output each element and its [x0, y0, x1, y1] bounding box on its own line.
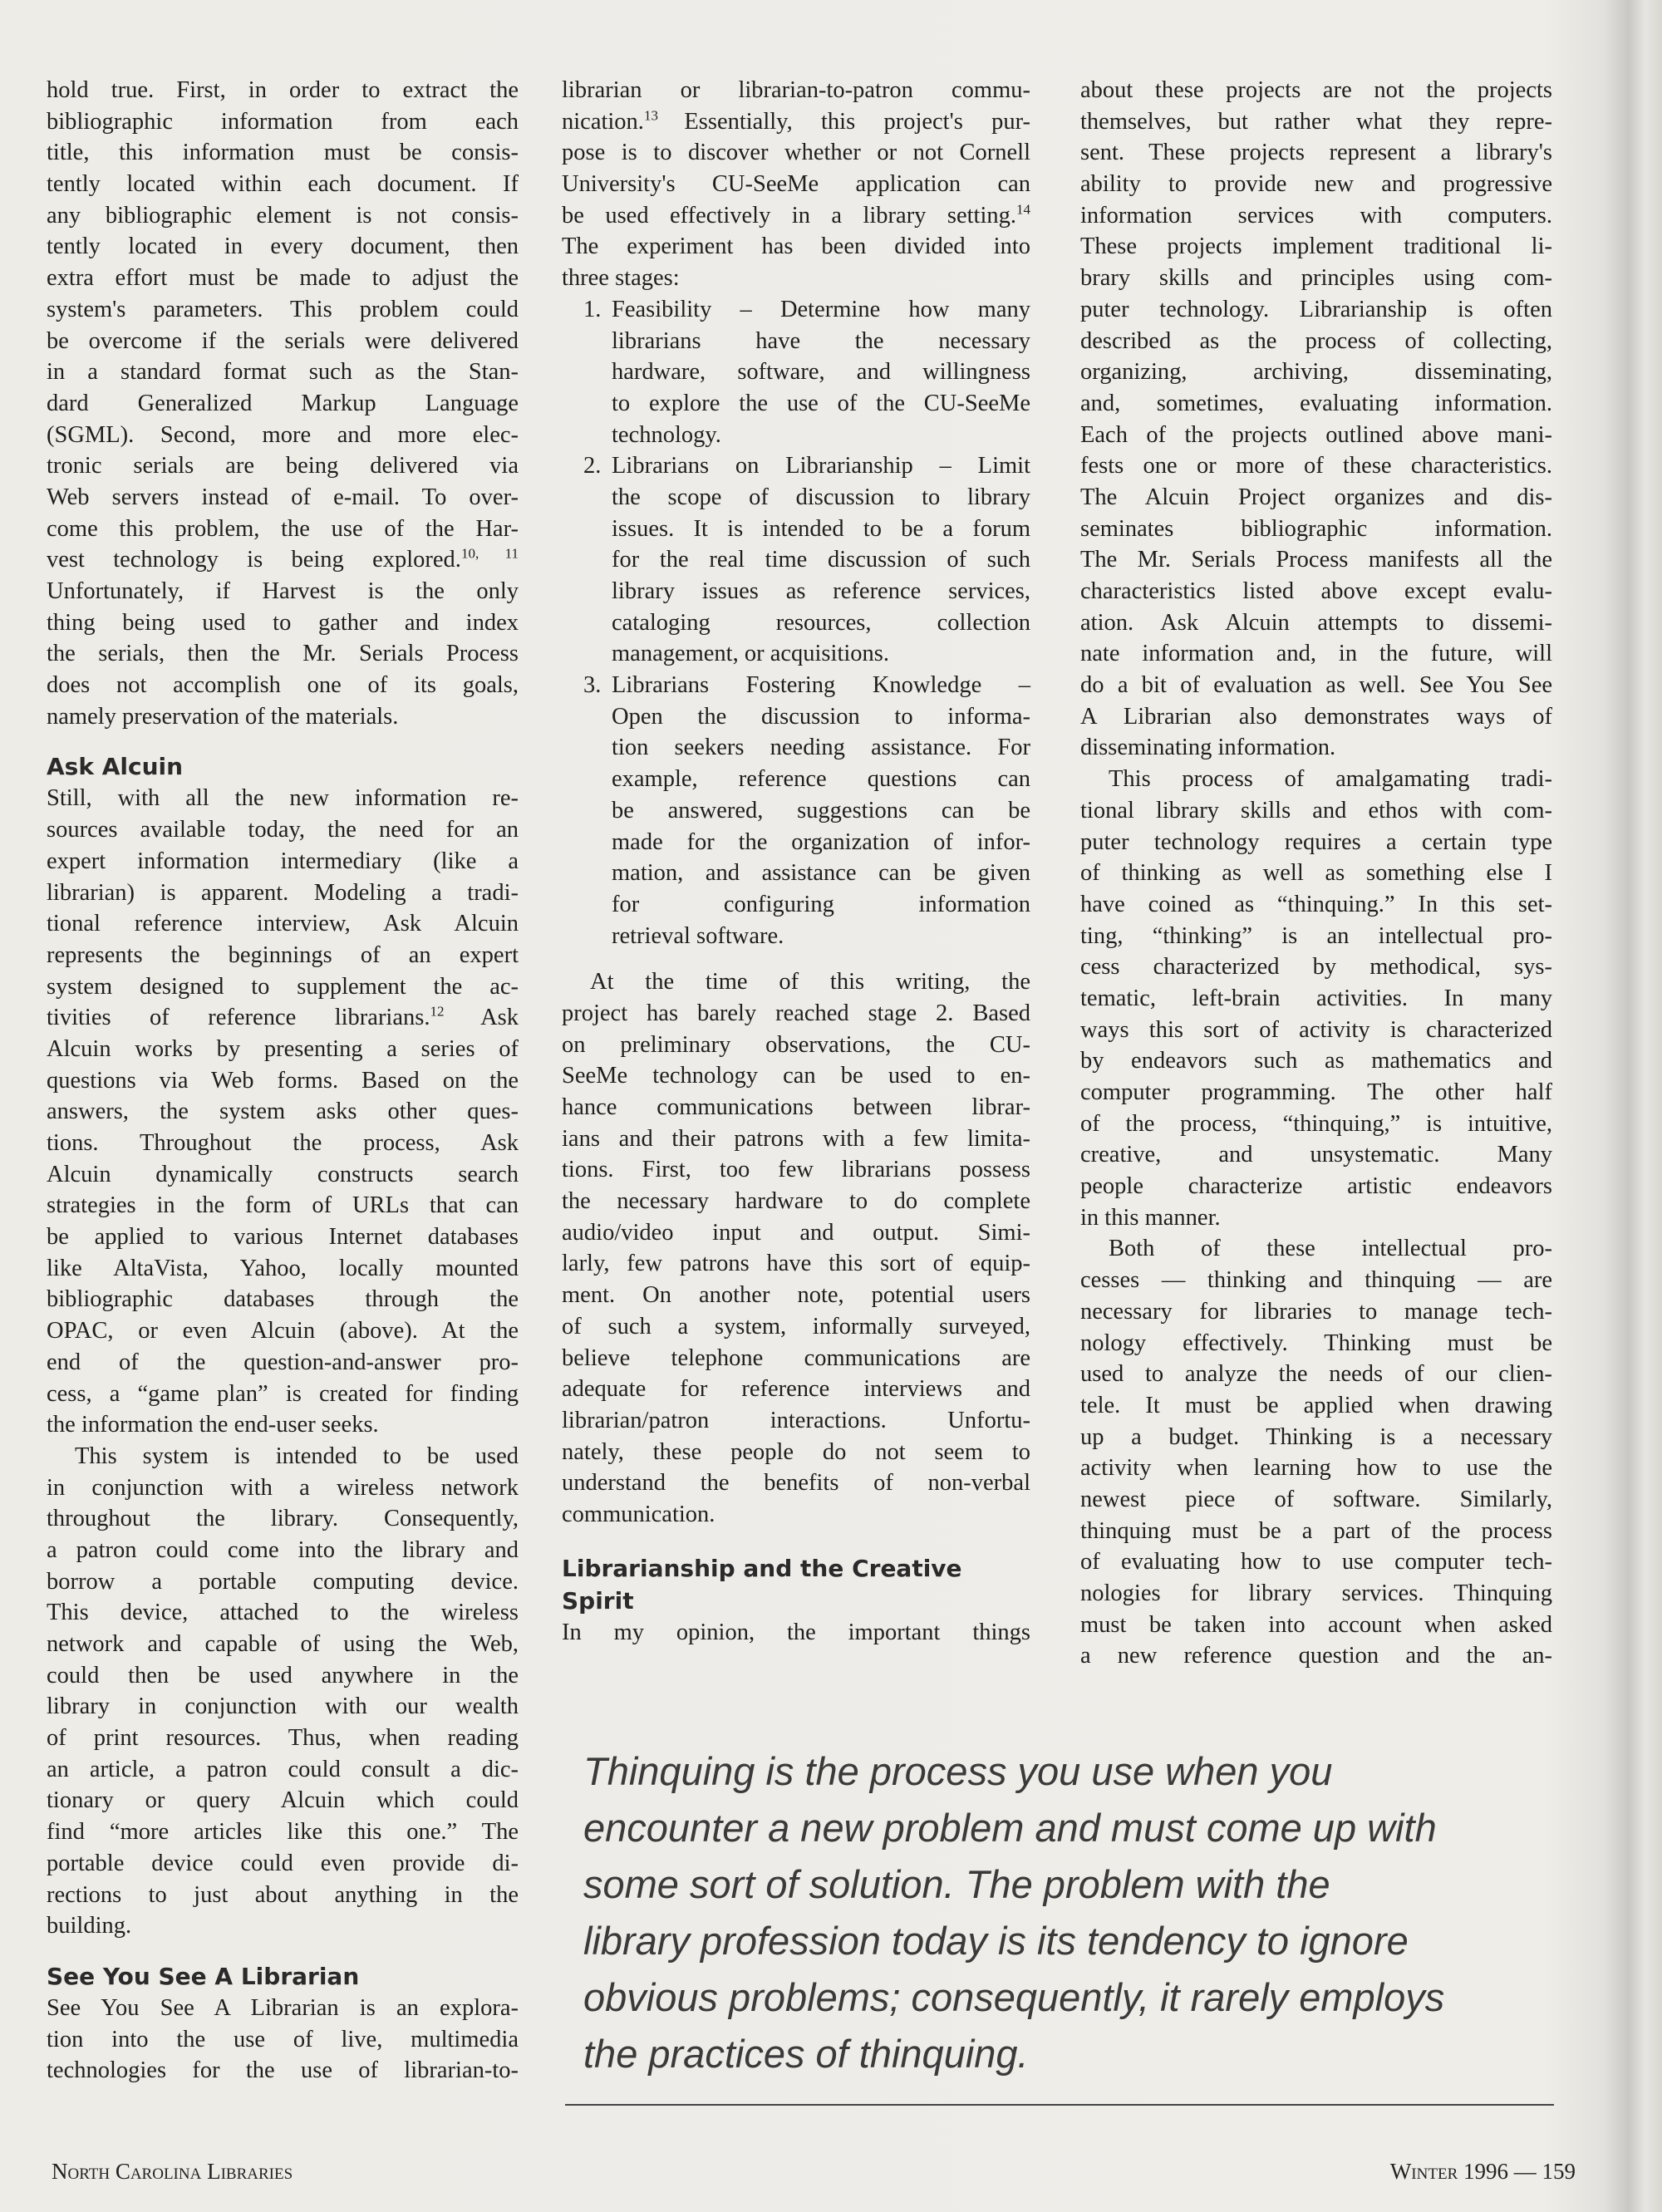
text-line: nication.$^{13}$ Essentially, this project's pur- [562, 107, 1031, 135]
text-line: brary skills and principles using com- [1080, 265, 1552, 292]
text-line: three stages: [562, 265, 680, 292]
text-line: an article, a patron could consult a dic- [47, 1756, 519, 1782]
text-line: hold true. First, in order to extract the [47, 77, 519, 103]
text-line: seminates bibliographic information. [1080, 515, 1552, 542]
text-line: in a standard format such as the Stan- [47, 359, 519, 386]
text-line: throughout the library. Consequently, [47, 1506, 519, 1532]
text-line: tronic serials are being delivered via [47, 453, 519, 479]
pull-quote-line: obvious problems; consequently, it rarely employs [583, 1975, 1445, 2019]
text-line: hance communications between librar- [562, 1094, 1030, 1120]
text-line: ians and their patrons with a few limita- [562, 1125, 1030, 1152]
text-line: ation. Ask Alcuin attempts to dissemi- [1080, 609, 1552, 636]
text-line: librarian or librarian-to-patron commu- [562, 77, 1030, 103]
text-line: people characterize artistic endeavors [1080, 1173, 1552, 1200]
text-line: librarian) is apparent. Modeling a tradi- [47, 879, 519, 906]
text-line: up a budget. Thinking is a necessary [1080, 1423, 1552, 1450]
text-line: tions. Throughout the process, Ask [47, 1130, 519, 1156]
text-line: Still, with all the new information re- [47, 785, 519, 812]
pull-quote-rule [565, 2104, 1554, 2106]
heading-line: See You See A Librarian [47, 1962, 360, 1990]
text-line: sent. These projects represent a library's [1080, 140, 1552, 166]
text-line: tently located within each document. If [47, 171, 519, 198]
text-line: the information the end-user seeks. [47, 1412, 379, 1438]
text-line: The Alcuin Project organizes and dis- [1080, 484, 1552, 510]
text-line: In my opinion, the important things [562, 1619, 1030, 1645]
text-line: of such a system, informally surveyed, [562, 1313, 1030, 1339]
text-line: newest piece of software. Similarly, [1080, 1486, 1552, 1512]
text-line: believe telephone communications are [562, 1344, 1030, 1371]
text-line: be answered, suggestions can be [612, 797, 1030, 823]
text-line: Open the discussion to informa- [612, 703, 1030, 730]
text-line: be overcome if the serials were delivered [47, 327, 519, 354]
text-line: This system is intended to be used [75, 1443, 519, 1469]
text-line: librarian/patron interactions. Unfortu- [562, 1407, 1030, 1433]
text-line: represents the beginnings of an expert [47, 941, 519, 968]
text-line: cess characterized by methodical, sys- [1080, 954, 1552, 981]
text-line: Unfortunately, if Harvest is the only [47, 578, 519, 604]
text-line: could then be used anywhere in the [47, 1662, 519, 1688]
text-line: on preliminary observations, the CU- [562, 1031, 1030, 1058]
text-line: of thinking as well as something else I [1080, 860, 1552, 887]
text-line: This process of amalgamating tradi- [1109, 766, 1552, 793]
text-line: activity when learning how to use the [1080, 1455, 1552, 1482]
footnote-ref: 14 [1016, 201, 1030, 218]
text-line: borrow a portable computing device. [47, 1568, 519, 1595]
text-line: does not accomplish one of its goals, [47, 672, 519, 699]
text-line: be applied to various Internet databases [47, 1224, 519, 1251]
paragraph [47, 783, 519, 1440]
paragraph [562, 1617, 1030, 1649]
text-line: library in conjunction with our wealth [47, 1693, 519, 1720]
text-line: library issues as reference services, [612, 578, 1030, 604]
text-line: characteristics listed above except evalu- [1080, 578, 1552, 604]
text-line: for the real time discussion of such [612, 547, 1030, 573]
text-line: themselves, but rather what they repre- [1080, 108, 1552, 135]
text-line: of the process, “thinquing,” is intuitive, [1080, 1110, 1552, 1137]
text-line: hardware, software, and willingness [612, 359, 1030, 386]
heading-line: Ask Alcuin [47, 753, 184, 781]
text-line: disseminating information. [1080, 735, 1336, 761]
text-line: of evaluating how to use computer tech- [1080, 1549, 1552, 1575]
text-line: about these projects are not the projects [1080, 77, 1552, 103]
text-line: cess, a “game plan” is created for finding [47, 1380, 519, 1407]
text-line: adequate for reference interviews and [562, 1376, 1030, 1403]
text-line: This device, attached to the wireless [47, 1600, 519, 1626]
pull-quote-line: some sort of solution. The problem with the [583, 1862, 1330, 1906]
text-line: A Librarian also demonstrates ways of [1080, 703, 1552, 730]
list-number: 2. [583, 453, 602, 479]
text-line: title, this information must be consis- [47, 140, 519, 166]
paragraph [1080, 1233, 1552, 1672]
text-line: librarians have the necessary [612, 327, 1030, 354]
text-line: tently located in every document, then [47, 233, 519, 260]
text-line: SeeMe technology can be used to en- [562, 1063, 1030, 1089]
text-line: by endeavors such as mathematics and [1080, 1048, 1552, 1074]
text-line: in this manner. [1080, 1204, 1221, 1231]
text-line: portable device could even provide di- [47, 1850, 519, 1876]
text-line: Librarians on Librarianship – Limit [612, 453, 1030, 479]
text-line: Web servers instead of e-mail. To over- [47, 484, 519, 510]
list-number: 1. [583, 296, 602, 322]
text-line: tion seekers needing assistance. For [612, 735, 1030, 761]
text-line: tematic, left-brain activities. In many [1080, 985, 1552, 1011]
text-line: nately, these people do not seem to [562, 1438, 1030, 1465]
paragraph [47, 1993, 519, 2087]
text-line: thinquing must be a part of the process [1080, 1517, 1552, 1544]
text-line: project has barely reached stage 2. Based [562, 1000, 1030, 1026]
text-line: for configuring information [612, 891, 1030, 917]
footer-issue-page: Winter 1996 — 159 [1389, 2159, 1576, 2184]
text-line: tional library skills and ethos with com- [1080, 797, 1552, 823]
section-heading [47, 1960, 519, 1993]
paragraph [1080, 764, 1552, 1233]
text-line: ting, “thinking” is an intellectual pro- [1080, 922, 1552, 949]
text-line: nate information and, in the future, will [1080, 641, 1552, 667]
text-line: any bibliographic element is not consis- [47, 202, 519, 229]
pull-quote-line: library profession today is its tendency to ignore [583, 1919, 1409, 1963]
text-line: questions via Web forms. Based on the [47, 1067, 519, 1094]
text-line: and, sometimes, evaluating information. [1080, 390, 1552, 416]
paragraph [47, 1441, 519, 1942]
text-line: used to analyze the needs of our clien- [1080, 1361, 1552, 1388]
text-line: rections to just about anything in the [47, 1881, 519, 1908]
section-heading [562, 1552, 1030, 1617]
text-line: Each of the projects outlined above mani- [1080, 421, 1552, 448]
text-line: bibliographic databases through the [47, 1286, 519, 1313]
footer-journal-name: North Carolina Libraries [52, 2159, 293, 2184]
pull-quote-line: the practices of thinquing. [583, 2032, 1029, 2076]
text-line: These projects implement traditional li- [1080, 233, 1552, 260]
paragraph [562, 75, 1030, 294]
text-line: expert information intermediary (like a [47, 848, 519, 874]
text-line: tivities of reference librarians.$^{12}$ Ask [47, 1003, 519, 1031]
pull-quote [583, 1743, 1564, 2082]
text-line: audio/video input and output. Simi- [562, 1219, 1030, 1246]
paragraph [1080, 75, 1552, 764]
text-line: system's parameters. This problem could [47, 296, 519, 322]
text-line: nologies for library services. Thinquing [1080, 1580, 1552, 1606]
text-line: The Mr. Serials Process manifests all the [1080, 547, 1552, 573]
list-item [562, 670, 1030, 951]
text-line: network and capable of using the Web, [47, 1631, 519, 1657]
text-line: mation, and assistance can be given [612, 860, 1030, 887]
text-line: be used effectively in a library setting.$^{14}$ [562, 201, 1030, 229]
text-line: computer programming. The other half [1080, 1079, 1552, 1105]
text-line: a patron could come into the library and [47, 1536, 519, 1563]
pull-quote-line: Thinquing is the process you use when you [583, 1749, 1333, 1793]
text-line: of print resources. Thus, when reading [47, 1725, 519, 1752]
text-line: retrieval software. [612, 922, 784, 949]
text-column-2 [562, 75, 1030, 1648]
list-item [562, 294, 1030, 450]
list-number: 3. [583, 672, 602, 699]
text-line: puter technology requires a certain type [1080, 828, 1552, 855]
text-line: end of the question-and-answer pro- [47, 1349, 519, 1375]
text-line: vest technology is being explored.$^{10, 11}$ [47, 545, 519, 573]
text-line: ways this sort of activity is characterized [1080, 1016, 1552, 1043]
text-line: ment. On another note, potential users [562, 1282, 1030, 1309]
text-line: pose is to discover whether or not Cornell [562, 140, 1030, 166]
text-line: Both of these intellectual pro- [1109, 1236, 1552, 1262]
text-column-1 [47, 75, 519, 2087]
text-line: information services with computers. [1080, 202, 1552, 229]
text-line: the scope of discussion to library [612, 484, 1030, 510]
text-line: technology. [612, 421, 721, 448]
text-line: Alcuin dynamically constructs search [47, 1161, 519, 1187]
text-line: cataloging resources, collection [612, 609, 1030, 636]
text-line: sources available today, the need for an [47, 817, 519, 843]
text-line: necessary for libraries to manage tech- [1080, 1298, 1552, 1325]
text-line: University's CU-SeeMe application can [562, 171, 1030, 198]
text-line: See You See A Librarian is an explora- [47, 1994, 519, 2021]
numbered-list [562, 294, 1030, 951]
text-line: building. [47, 1913, 132, 1939]
list-item [562, 450, 1030, 670]
text-line: tele. It must be applied when drawing [1080, 1392, 1552, 1418]
footnote-ref: 12 [430, 1003, 481, 1020]
text-line: find “more articles like this one.” The [47, 1819, 519, 1846]
text-line: made for the organization of infor- [612, 828, 1030, 855]
pull-quote-line: encounter a new problem and must come up with [583, 1806, 1437, 1850]
text-line: (SGML). Second, more and more elec- [47, 421, 519, 448]
text-line: must be taken into account when asked [1080, 1611, 1552, 1638]
paragraph [47, 75, 519, 732]
text-line: puter technology. Librarianship is often [1080, 296, 1552, 322]
text-line: do a bit of evaluation as well. See You See [1080, 672, 1552, 699]
text-line: management, or acquisitions. [612, 641, 889, 667]
text-line: tionary or query Alcuin which could [47, 1787, 519, 1814]
text-line: strategies in the form of URLs that can [47, 1192, 519, 1219]
text-line: understand the benefits of non-verbal [562, 1470, 1030, 1497]
text-line: like AltaVista, Yahoo, locally mounted [47, 1255, 519, 1281]
text-line: tion into the use of live, multimedia [47, 2026, 519, 2052]
footnote-ref: 10, 11 [460, 545, 519, 562]
footnote-ref: 13 [643, 107, 685, 124]
text-line: answers, the system asks other ques- [47, 1099, 519, 1125]
text-line: namely preservation of the materials. [47, 703, 399, 730]
text-line: the necessary hardware to do complete [562, 1188, 1030, 1215]
text-line: creative, and unsystematic. Many [1080, 1142, 1552, 1168]
text-line: dard Generalized Markup Language [47, 390, 519, 416]
text-line: issues. It is intended to be a forum [612, 515, 1030, 542]
text-line: described as the process of collecting, [1080, 327, 1552, 354]
text-line: larly, few patrons have this sort of equip- [562, 1251, 1030, 1277]
text-line: system designed to supplement the ac- [47, 973, 519, 1000]
text-line: Librarians Fostering Knowledge – [612, 672, 1030, 699]
section-heading [47, 750, 519, 783]
text-line: in conjunction with a wireless network [47, 1474, 519, 1501]
text-line: have coined as “thinquing.” In this set- [1080, 891, 1552, 917]
text-line: extra effort must be made to adjust the [47, 265, 519, 292]
text-line: cesses — thinking and thinquing — are [1080, 1267, 1552, 1294]
paragraph [562, 966, 1030, 1530]
text-line: The experiment has been divided into [562, 233, 1030, 260]
text-column-3 [1080, 75, 1552, 1672]
text-line: technologies for the use of librarian-to- [47, 2057, 519, 2084]
text-line: bibliographic information from each [47, 108, 519, 135]
heading-line: Spirit [562, 1586, 634, 1615]
text-line: example, reference questions can [612, 766, 1030, 793]
text-line: come this problem, the use of the Har- [47, 515, 519, 542]
text-line: to explore the use of the CU-SeeMe [612, 390, 1030, 416]
text-line: tional reference interview, Ask Alcuin [47, 911, 519, 937]
text-line: the serials, then the Mr. Serials Process [47, 641, 519, 667]
text-line: communication. [562, 1501, 715, 1527]
text-line: ability to provide new and progressive [1080, 171, 1552, 198]
text-line: tions. First, too few librarians possess [562, 1157, 1030, 1183]
text-line: thing being used to gather and index [47, 609, 519, 636]
text-line: At the time of this writing, the [590, 969, 1030, 995]
text-line: OPAC, or even Alcuin (above). At the [47, 1318, 519, 1344]
text-line: Feasibility – Determine how many [612, 296, 1030, 322]
text-line: a new reference question and the an- [1080, 1643, 1552, 1669]
text-line: Alcuin works by presenting a series of [47, 1035, 519, 1062]
heading-line: Librarianship and the Creative [562, 1554, 962, 1582]
text-line: fests one or more of these characteristics. [1080, 453, 1552, 479]
text-line: nology effectively. Thinking must be [1080, 1330, 1552, 1356]
text-line: organizing, archiving, disseminating, [1080, 359, 1552, 386]
